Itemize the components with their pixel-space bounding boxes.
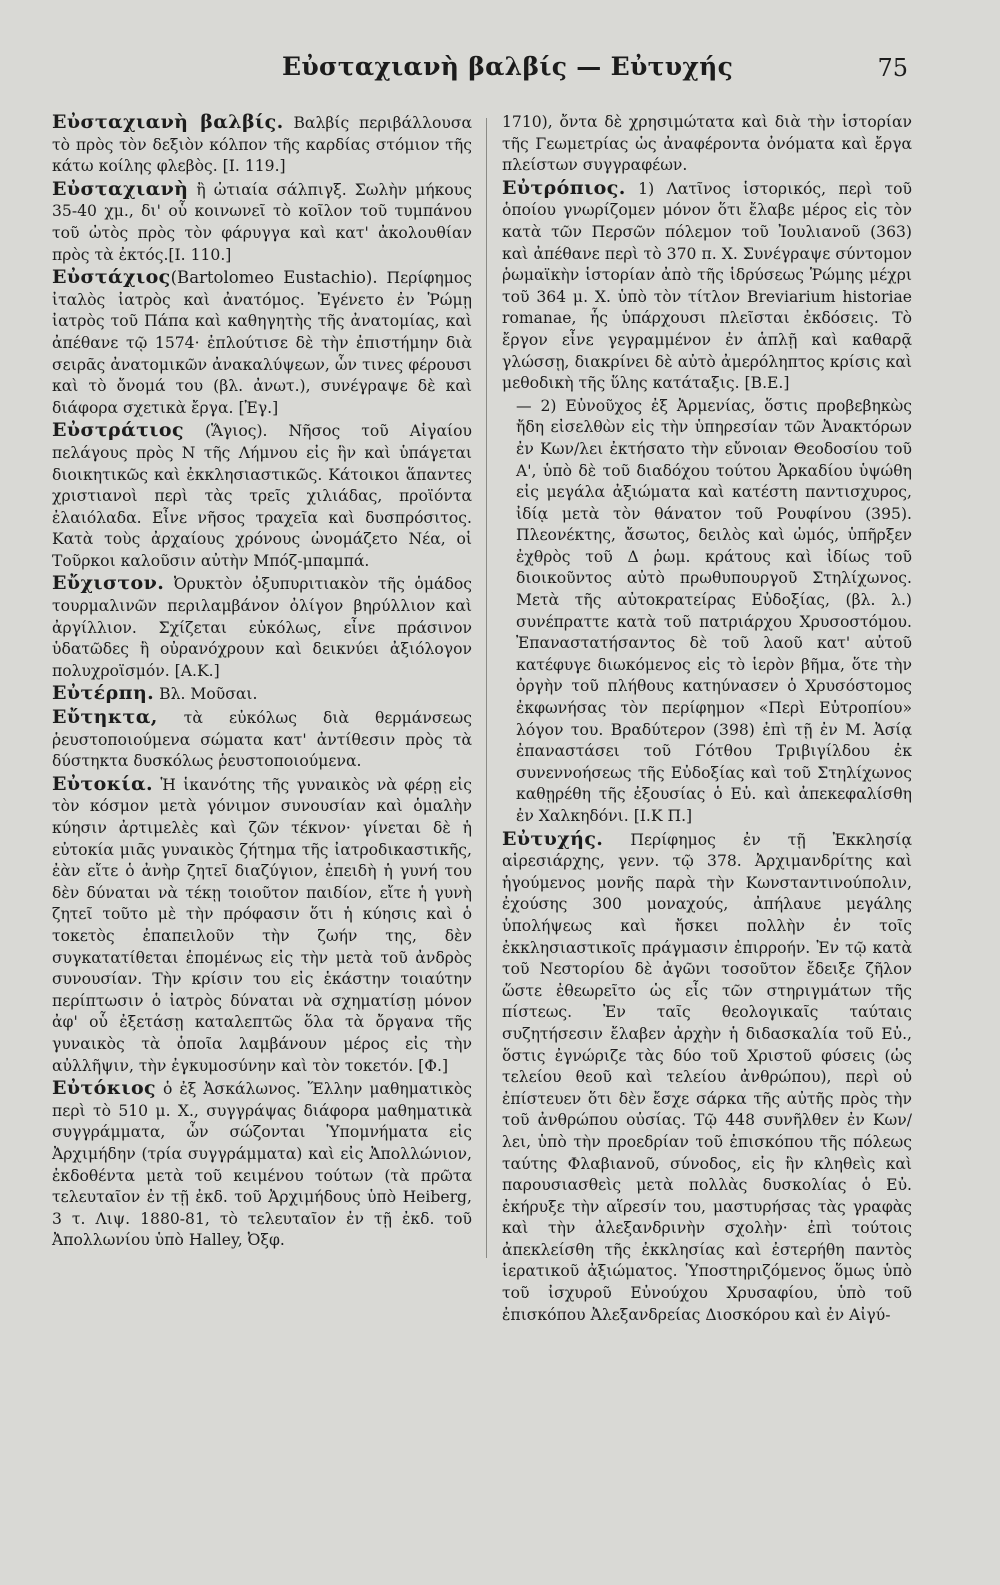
dictionary-entry: [502, 178, 912, 395]
entry-headword: Εὔχιστον.: [52, 572, 165, 595]
dictionary-entry: [52, 774, 472, 1077]
dictionary-entry: [52, 1078, 472, 1252]
entry-text: 1) Λατῖνος ἱστορικός, περὶ τοῦ ὁποίου γνωρίζομεν μόνον ὅτι ἔλαβε μέρος εἰς τὸν κατὰ τῶν Περσῶν πόλεμον τοῦ Ἰουλιανοῦ (363) καὶ ἀπέθανε περὶ τὸ 370 π. Χ. Συνέγραψε σύντομον ῥωμαϊκὴν ἱστορίαν ἀπὸ τῆς ἱδρύσεως Ῥώμης μέχρι τοῦ 364 μ. Χ. ὑπὸ τὸν τίτλον Breviarium historiae romanae, ἧς ὑπάρχουσι πλεῖσται ἐκδόσεις. Τὸ ἔργον εἶνε γεγραμμένον ἐν ἁπλῇ καὶ καθαρᾷ γλώσσῃ, διακρίνει δὲ αὐτὸ ἀμερόληπτος κρίσις καὶ μεθοδικὴ τῆς ὕλης κατάταξις. [B.E.]: [502, 179, 912, 393]
dictionary-entry: [52, 112, 472, 178]
entry-headword: Εὐτόκιος: [52, 1077, 156, 1100]
entry-headword: Εὐτρόπιος.: [502, 176, 626, 199]
dictionary-entry: [502, 829, 912, 1327]
entry-headword: Εὐτυχής.: [502, 827, 604, 850]
entry-text: Βλ. Μοῦσαι.: [159, 685, 258, 704]
dictionary-entry: [52, 267, 472, 419]
entry-text: ἢ ὠτιαία σάλπιγξ. Σωλὴν μήκους 35-40 χμ., δι' οὗ κοινωνεῖ τὸ κοῖλον τοῦ τυμπάνου τοῦ ὠτὸς πρὸς τὸν φάρυγγα καὶ κατ' ἀκολουθίαν πρὸς τὰ ἐκτός.[I. 110.]: [52, 180, 472, 264]
entry-text: Περίφημος ἰταλὸς ἰατρὸς καὶ ἀνατόμος. Ἐγένετο ἐν Ῥώμῃ ἰατρὸς τοῦ Πάπα καὶ καθηγητὴς τῆς ἀνατομίας, καὶ ἀπέθανε τῷ 1574· ἐπλούτισε δὲ τὴν ἐπιστήμην διὰ σειρᾶς ἀνατομικῶν ἀνακαλύψεων, ὧν τινες φέρουσι καὶ τὸ ὄνομά του (βλ. ἀνωτ.), συνέγραψε δὲ καὶ διάφορα σχετικὰ ἔργα. [Ἐγ.]: [52, 269, 472, 417]
dictionary-subentry: [502, 396, 912, 828]
entry-text: Περίφημος ἐν τῇ Ἐκκλησίᾳ αἱρεσιάρχης, γενν. τῷ 378. Ἀρχιμανδρίτης καὶ ἡγούμενος μονῆς παρὰ τὴν Κωνσταντινούπολιν, ἐχούσης 300 μοναχούς, ἀπήλαυε μεγάλης ὑπολήψεως καὶ ἤσκει πολλὴν ἐν τοῖς ἐκκλησιαστικοῖς πράγμασιν ἐπιρροήν. Ἐν τῷ κατὰ τοῦ Νεστορίου δὲ ἀγῶνι τοσοῦτον ἔδειξε ζῆλον ὥστε ἐθεωρεῖτο ὡς εἷς τῶν στηριγμάτων τῆς πίστεως. Ἐν ταῖς θεολογικαῖς ταύταις συζητήσεσιν ἔλαβεν ἀρχὴν ἡ διδασκαλία τοῦ Εὐ., ὅστις ἐγνώριζε τὰς δύο τοῦ Χριστοῦ φύσεις (ὡς τελείου θεοῦ καὶ τελείου ἀνθρώπου), περὶ οὐ ἐπίστευεν ὅτι δὲν ἔσχε σάρκα τῆς αὐτῆς πρὸς τὴν τοῦ ἀνθρώπου οὐσίας. Τῷ 448 συνῆλθεν ἐν Κων/λει, ὑπὸ τὴν προεδρίαν τοῦ ἐπισκόπου τῆς πόλεως ταύτης Φλαβιανοῦ, σύνοδος, εἰς ἣν κληθεὶς καὶ παρουσιασθεὶς μετὰ πολλὰς δυσκολίας ὁ Εὐ. ἐκήρυξε τὴν αἵρεσίν του, μαστυρήσας τὰς γραφὰς καὶ τὴν ἀλεξανδρινὴν σχολὴν· ἐπὶ τούτοις ἀπεκλείσθη τῆς ἐκκλησίας καὶ ἐστερήθη παντὸς ἱερατικοῦ ἀξιώματος. Ὑποστηριζόμενος ὅμως ὑπὸ τοῦ ἰσχυροῦ Εὐνούχου Χρυσαφίου, ὑπὸ τοῦ ἐπισκόπου Ἀλεξανδρείας Διοσκόρου καὶ ἐν Αἰγύ-: [502, 830, 912, 1324]
left-column: [52, 112, 472, 1253]
dictionary-entry: [52, 179, 472, 266]
dictionary-entry-continued: [502, 112, 912, 177]
entry-text: Ὀρυκτὸν ὀξυπυριτιακὸν τῆς ὁμάδος τουρμαλινῶν περιλαμβάνον ὀλίγον βηρύλλιον καὶ ἀργίλλιον. Σχίζεται εὐκόλως, εἶνε πράσινον ὑδατῶδες ἢ οὐρανόχρουν καὶ δεικνύει ἀξιόλογον πολυχροϊσμόν. [A.K.]: [52, 575, 472, 680]
dictionary-entry: [52, 683, 472, 706]
entry-text: — 2) Εὐνοῦχος ἐξ Ἀρμενίας, ὅστις προβεβηκὼς ἤδη εἰσελθὼν εἰς τὴν ὑπηρεσίαν τῶν Ἀνακτόρων ἐν Κων/λει ἐκτήσατο τὴν εὔνοιαν Θεοδοσίου τοῦ Α', ὑπὸ δὲ τοῦ διαδόχου τούτου Ἀρκαδίου ὑψώθη εἰς μεγάλα ἀξιώματα καὶ κατέστη παντισχυρος, ἰδίᾳ μετὰ τὸν θάνατον τοῦ Ρουφίνου (395). Πλεονέκτης, ἄσωτος, δειλὸς καὶ ὠμός, ὑπῆρξεν ἐχθρὸς τοῦ Δ ῥωμ. κράτους καὶ ἰδίως τοῦ διοικοῦντος αὐτὸ πρωθυπουργοῦ Στηλίχωνος. Μετὰ τῆς αὐτοκρατείρας Εὐδοξίας, (βλ. λ.) συνέπραττε κατὰ τοῦ πατριάρχου Χρυσοστόμου. Ἐπαναστατήσαντος δὲ τοῦ λαοῦ κατ' αὐτοῦ κατέφυγε διωκόμενος εἰς τὸ ἱερὸν βῆμα, ὅτε τὴν ὀργὴν τοῦ πλήθους κατηύνασεν ὁ Χρυσόστομος ἐκφωνήσας τὸν περίφημον «Περὶ Εὐτροπίου» λόγον του. Βραδύτερον (398) ἐπὶ τῇ ἐν Μ. Ἀσίᾳ ἐπαναστάσει τοῦ Γότθου Τριβιγίλδου ἐκ συνεννοήσεως τῆς Εὐδοξίας καὶ τοῦ Στηλίχωνος καθῃρέθη τῆς ἐξουσίας ὁ Εὐ. καὶ ἀπεκεφαλίσθη ἐν Χαλκηδόνι. [I.K Π.]: [516, 396, 912, 825]
entry-text: τὰ εὐκόλως διὰ θερμάνσεως ῥευστοποιούμενα σώματα κατ' ἀντίθεσιν πρὸς τὰ δύστηκτα δυσκόλως ῥευστοποιούμενα.: [52, 709, 472, 771]
entry-text: Βαλβίς περιβάλλουσα τὸ πρὸς τὸν δεξιὸν κόλπον τῆς καρδίας στόμιον τῆς κάτω κοίλης φλεβὸς. [I. 119.]: [52, 114, 472, 176]
entry-headword: Εὐσταχιανὴ: [52, 177, 189, 200]
entry-headword: Εὐτοκία.: [52, 772, 153, 795]
right-column: [502, 112, 912, 1327]
dictionary-entry: [52, 707, 472, 773]
entry-headword: Εὐτέρπη.: [52, 682, 155, 705]
dictionary-entry: [52, 573, 472, 682]
entry-headword: Εὐστάχιος: [52, 266, 171, 289]
entry-latin-name: (Bartolomeo Eustachio).: [170, 268, 378, 288]
page-number: 75: [877, 54, 908, 82]
page-header: [0, 52, 1000, 92]
entry-text: (Ἅγιος). Νῆσος τοῦ Αἰγαίου πελάγους πρὸς Ν τῆς Λήμνου εἰς ἣν καὶ ὑπάγεται διοικητικῶς καὶ ἐκκλησιαστικῶς. Κάτοικοι ἅπαντες χριστιανοὶ περὶ τὰς τρεῖς χιλιάδας, προϊόντα ἐλαιόλαδα. Εἶνε νῆσος τραχεῖα καὶ δυσπρόσιτος. Κατὰ τοὺς ἀρχαίους χρόνους ὠνομάζετο Νέα, οἱ Τοῦρκοι καλοῦσιν αὐτὴν Μπόζ-μπαμπά.: [52, 422, 472, 570]
entry-headword: Εὔτηκτα,: [52, 706, 158, 729]
column-divider: [486, 118, 487, 1258]
running-title: Εὐσταχιανὴ βαλβίς — Εὐτυχής: [282, 52, 734, 81]
dictionary-entry: [52, 420, 472, 572]
entry-headword: Εὐστράτιος: [52, 419, 184, 442]
entry-text: Ἡ ἱκανότης τῆς γυναικὸς νὰ φέρῃ εἰς τὸν κόσμον μετὰ γόνιμον συνουσίαν καὶ ὁμαλὴν κύησιν ἀρτιμελὲς καὶ ζῶν τέκνον· γίνεται δὲ ἡ εὐτοκία μιᾶς γυναικὸς ζήτημα τῆς ἰατροδικαστικῆς, ἐὰν εἴτε ὁ ἀνὴρ ζητεῖ διαζύγιον, ἐπειδὴ ἡ γυνή του δὲν δύναται νὰ τέκῃ τοιοῦτον παιδίον, εἴτε ἡ γυνὴ ζητεῖ τοῦτο μὲ τὴν πρόφασιν ὅτι ἡ κύησις καὶ ὁ τοκετὸς ἐπαπειλοῦν τὴν ζωήν της, δὲν συγκατατίθεται ἐπομένως εἰς τὴν μετὰ τοῦ ἀνδρὸς συνουσίαν. Τὴν κρίσιν του εἰς ἑκάστην τοιαύτην περίπτωσιν ὁ ἰατρὸς δύναται νὰ σχηματίσῃ μόνον ἀφ' οὗ ἐξετάσῃ καταλεπτῶς ὅλα τὰ ὄργανα τῆς γυναικὸς τὰ ὁποῖα λαμβάνουν μέρος εἰς τὴν αὐλλῆψιν, τὴν ἐγκυμοσύνην καὶ τὸν τοκετόν. [Φ.]: [52, 775, 472, 1075]
entry-text: ὁ ἐξ Ἀσκάλωνος. Ἕλλην μαθηματικὸς περὶ τὸ 510 μ. Χ., συγγράψας διάφορα μαθηματικὰ συγγράμματα, ὧν σώζονται Ὑπομνήματα εἰς Ἀρχιμήδην (τρία συγγράμματα) καὶ εἰς Ἀπολλώνιον, ἐκδοθέντα μετὰ τοῦ κειμένου τούτων (τὰ πρῶτα τελευταῖον ἐν τῇ ἐκδ. τοῦ Ἀρχιμήδους ὑπὸ Heiberg, 3 τ. Λιψ. 1880-81, τὸ τελευταῖον ἐν τῇ ἐκδ. τοῦ Ἀπολλωνίου ὑπὸ Halley, Ὀξφ.: [52, 1080, 472, 1250]
entry-text: 1710), ὄντα δὲ χρησιμώτατα καὶ διὰ τὴν ἱστορίαν τῆς Γεωμετρίας ὡς ἀναφέροντα ὀνόματα καὶ ἔργα πλείστων συγγραφέων.: [502, 113, 912, 175]
entry-headword: Εὐσταχιανὴ βαλβίς.: [52, 111, 284, 133]
